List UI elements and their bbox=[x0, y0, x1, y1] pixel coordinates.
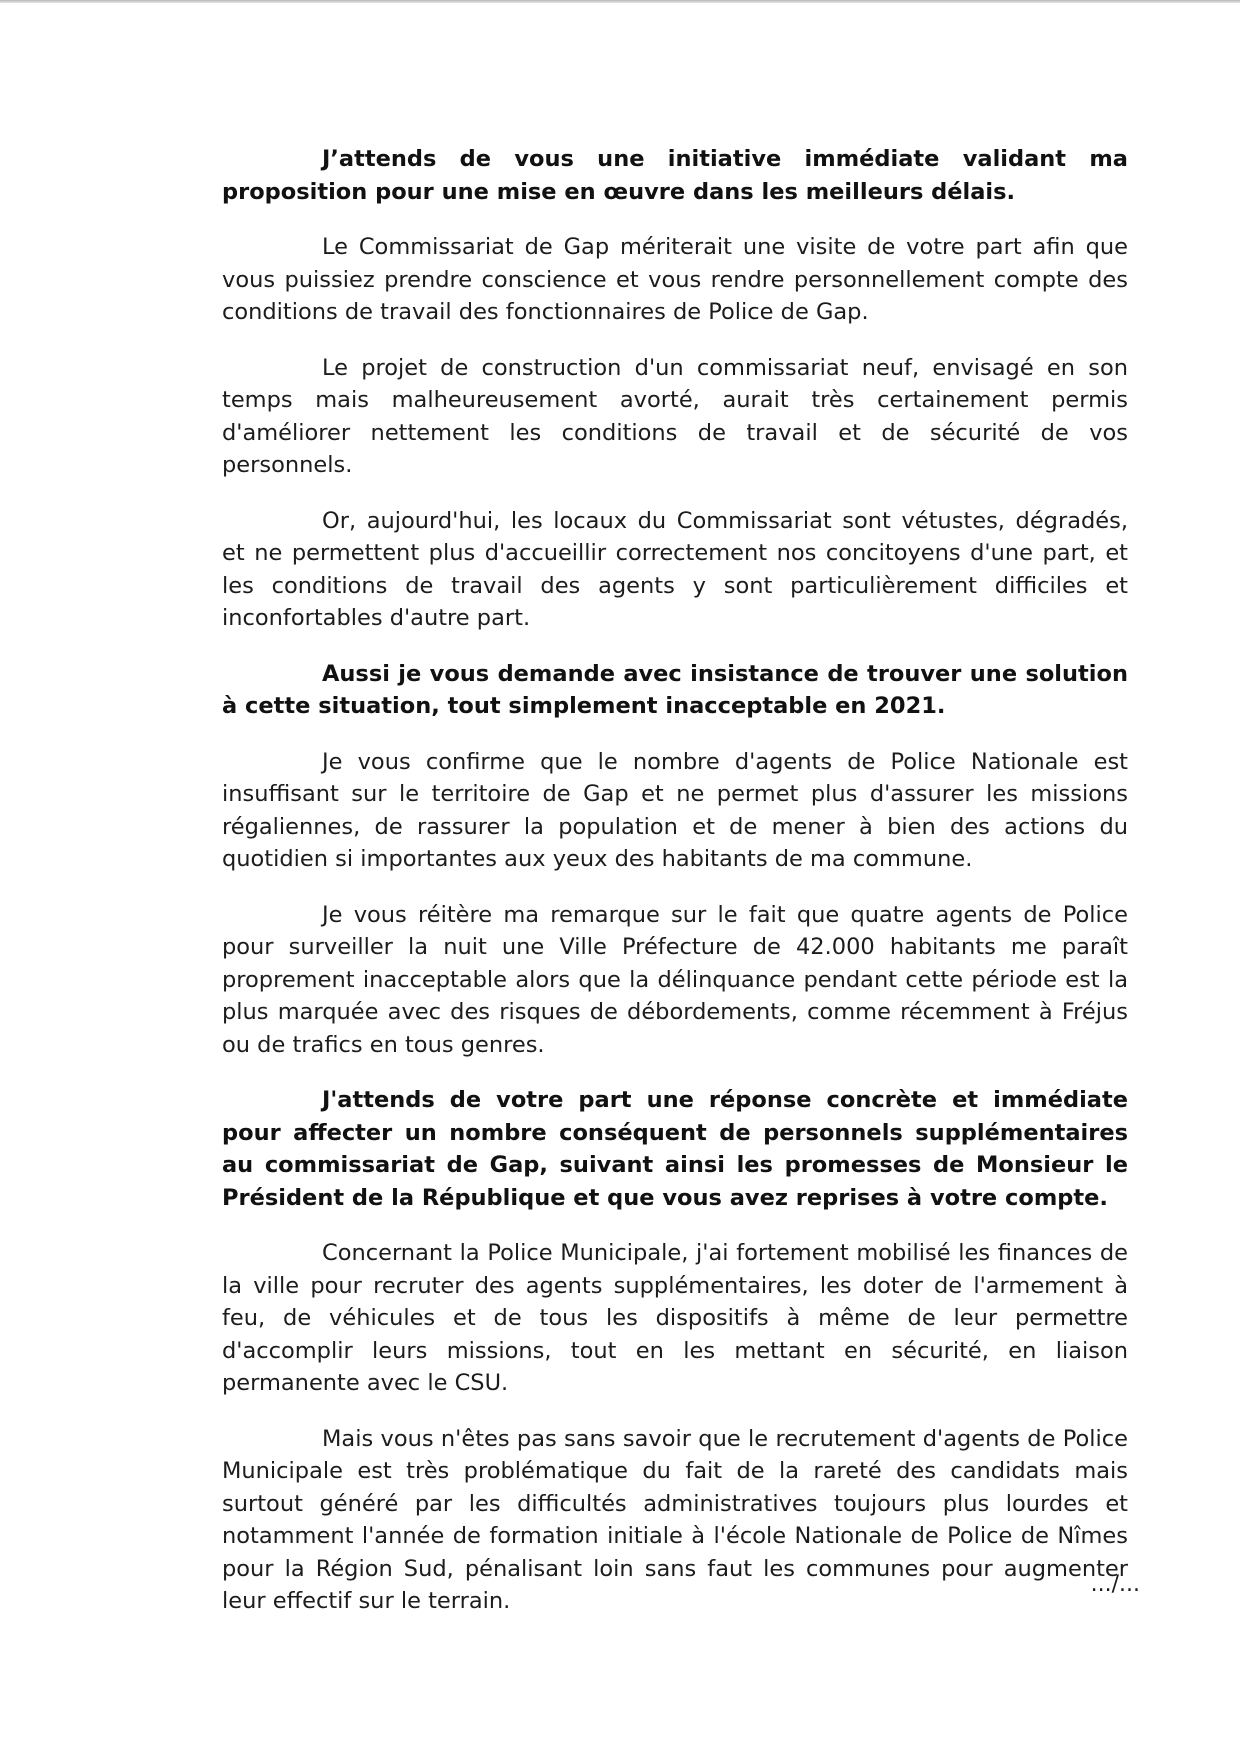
continuation-mark: .../... bbox=[1090, 1572, 1140, 1597]
letter-body bbox=[222, 143, 1128, 1641]
paragraph-night-surveillance: Je vous réitère ma remarque sur le fait que quatre agents de Police pour surveiller la nuit une Ville Préfecture de 42.000 habitants me paraît proprement inacceptable alors que la délinquance pendant cette période est la plus marquée avec des risques de débordements, comme récemment à Fréjus ou de trafics en tous genres. bbox=[222, 901, 1128, 1058]
paragraph-premises-condition: Or, aujourd'hui, les locaux du Commissariat sont vétustes, dégradés, et ne permettent plus d'accueillir correctement nos concitoyens d'une part, et les conditions de travail des agents y sont particulièrement difficiles et inconfortables d'autre part. bbox=[222, 507, 1128, 631]
paragraph-municipal-police: Concernant la Police Municipale, j'ai fortement mobilisé les finances de la ville pour recruter des agents supplémentaires, les doter de l'armement à feu, de véhicules et de tous les dispositifs à même de leur permettre d'accomplir leurs missions, tout en les mettant en sécurité, en liaison permanente avec le CSU. bbox=[222, 1240, 1128, 1396]
paragraph-commissariat-visit: Le Commissariat de Gap mériterait une visite de votre part afin que vous puissiez prendre conscience et vous rendre personnellement compte des conditions de travail des fonctionnaires de Police de Gap. bbox=[222, 234, 1128, 325]
paragraph-initiative-request: J’attends de vous une initiative immédiate validant ma proposition pour une mise en œuvre dans les meilleurs délais. bbox=[222, 146, 1128, 205]
page-top-edge bbox=[0, 0, 1240, 3]
paragraph-staff-reinforcement-request: J'attends de votre part une réponse concrète et immédiate pour affecter un nombre conséquent de personnels supplémentaires au commissariat de Gap, suivant ainsi les promesses de Monsieur le Président de la République et que vous avez reprises à votre compte. bbox=[222, 1087, 1128, 1211]
paragraph-solution-request: Aussi je vous demande avec insistance de trouver une solution à cette situation, tout simplement inacceptable en 2021. bbox=[222, 660, 1128, 719]
paragraph-construction-project: Le projet de construction d'un commissariat neuf, envisagé en son temps mais malheureusement avorté, aurait très certainement permis d'améliorer nettement les conditions de travail et de sécurité de vos personnels. bbox=[222, 354, 1128, 478]
paragraph-staffing-shortage: Je vous confirme que le nombre d'agents de Police Nationale est insuffisant sur le territoire de Gap et ne permet plus d'assurer les missions régaliennes, de rassurer la population et de mener à bien des actions du quotidien si importantes aux yeux des habitants de ma commune. bbox=[222, 748, 1128, 872]
paragraph-recruitment-difficulties: Mais vous n'êtes pas sans savoir que le recrutement d'agents de Police Municipale est très problématique du fait de la rareté des candidats mais surtout généré par les difficultés administratives toujours plus lourdes et notamment l'année de formation initiale à l'école Nationale de Police de Nîmes pour la Région Sud, pénalisant loin sans faut les communes pour augmenter leur effectif sur le terrain. bbox=[222, 1425, 1128, 1614]
